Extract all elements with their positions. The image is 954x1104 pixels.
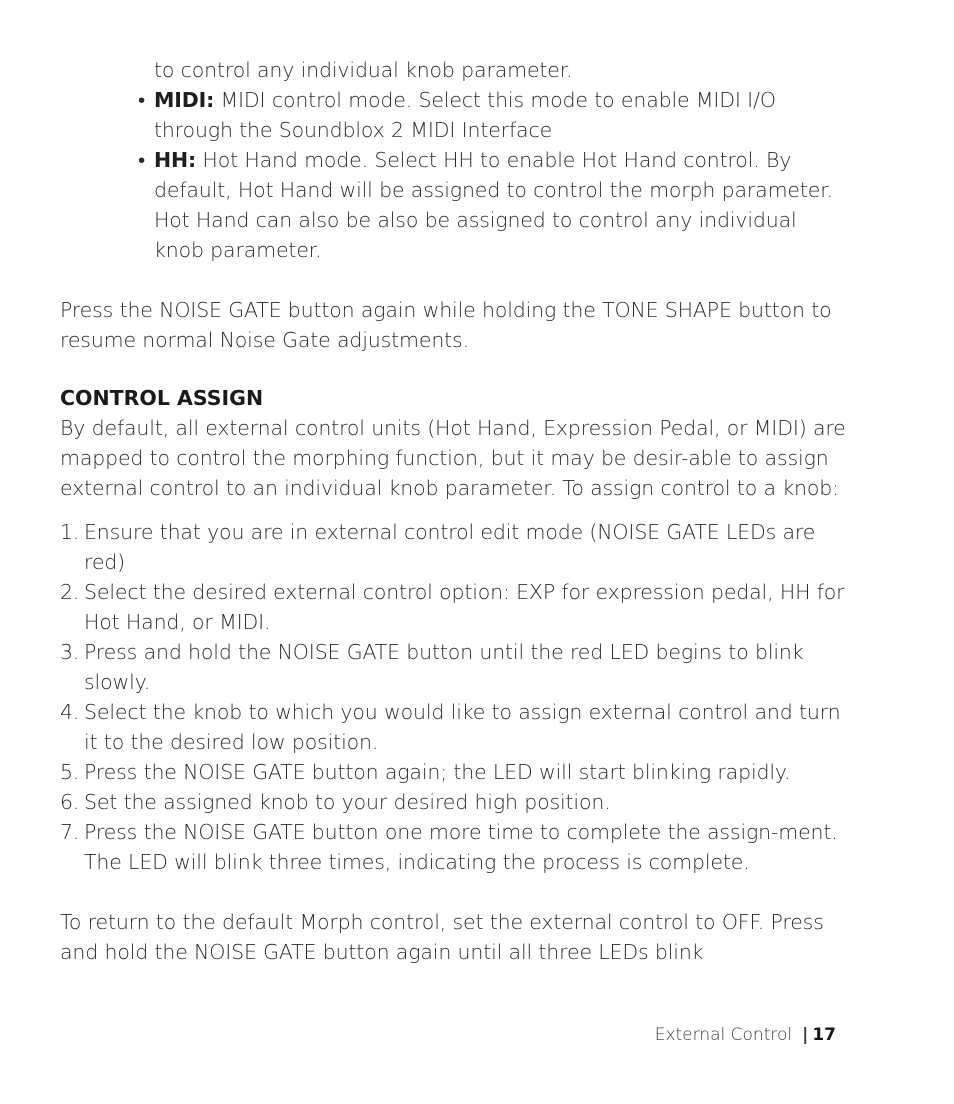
section-heading: CONTROL ASSIGN: [60, 386, 264, 410]
step-text: Press and hold the NOISE GATE button until the red LED begins to blink slowly.: [84, 640, 804, 694]
step-text: Set the assigned knob to your desired high position.: [84, 790, 611, 814]
step-number: 5.: [60, 760, 80, 784]
bullet-hh: [60, 145, 850, 265]
bullet-dot: •: [138, 148, 146, 172]
bullet-term: MIDI:: [154, 88, 215, 112]
step-text: Press the NOISE GATE button one more time to complete the assign-ment. The LED will blink three times, indicating the process is complete.: [84, 820, 838, 874]
step-text: Ensure that you are in external control edit mode (NOISE GATE LEDs are red): [84, 520, 816, 574]
steps-list: [60, 517, 850, 877]
list-item: [60, 577, 850, 637]
step-number: 7.: [60, 820, 80, 844]
list-item: [60, 517, 850, 577]
paragraph-return: To return to the default Morph control, set the external control to OFF. Press and hold the NOISE GATE button again until all three LEDs blink: [60, 910, 824, 964]
list-item: [60, 637, 850, 697]
step-number: 3.: [60, 640, 80, 664]
step-number: 2.: [60, 580, 80, 604]
bullet-text: Hot Hand mode. Select HH to enable Hot Hand control. By default, Hot Hand will be assigned to control the morph parameter. Hot Hand can also be also be assigned to control any individual knob parameter.: [154, 148, 833, 262]
step-text: Select the knob to which you would like to assign external control and turn it to the desired low position.: [84, 700, 841, 754]
intro-continuation: to control any individual knob parameter.: [154, 58, 573, 82]
bullet-dot: •: [138, 88, 146, 112]
footer-section-title: External Control: [654, 1025, 793, 1045]
list-item: [60, 697, 850, 757]
bullet-term: HH:: [154, 148, 197, 172]
step-text: Press the NOISE GATE button again; the LED will start blinking rapidly.: [84, 760, 791, 784]
step-number: 1.: [60, 520, 80, 544]
page-footer: [655, 1023, 836, 1047]
page-number: 17: [812, 1025, 836, 1045]
list-item: [60, 817, 850, 877]
bullet-midi: [60, 85, 850, 145]
section-intro: By default, all external control units (Hot Hand, Expression Pedal, or MIDI) are mapped to control the morphing function, but it may be desir-able to assign external control to an individual knob parameter. To assign control to a knob:: [60, 416, 846, 500]
step-text: Select the desired external control option: EXP for expression pedal, HH for Hot Hand, or MIDI.: [84, 580, 845, 634]
list-item: [60, 757, 850, 787]
step-number: 6.: [60, 790, 80, 814]
bullet-text: MIDI control mode. Select this mode to enable MIDI I/O through the Soundblox 2 MIDI Interface: [154, 88, 776, 142]
page-body: [60, 55, 850, 967]
footer-separator: |: [802, 1025, 809, 1045]
step-number: 4.: [60, 700, 80, 724]
list-item: [60, 787, 850, 817]
paragraph-resume: Press the NOISE GATE button again while holding the TONE SHAPE button to resume normal Noise Gate adjustments.: [60, 298, 832, 352]
